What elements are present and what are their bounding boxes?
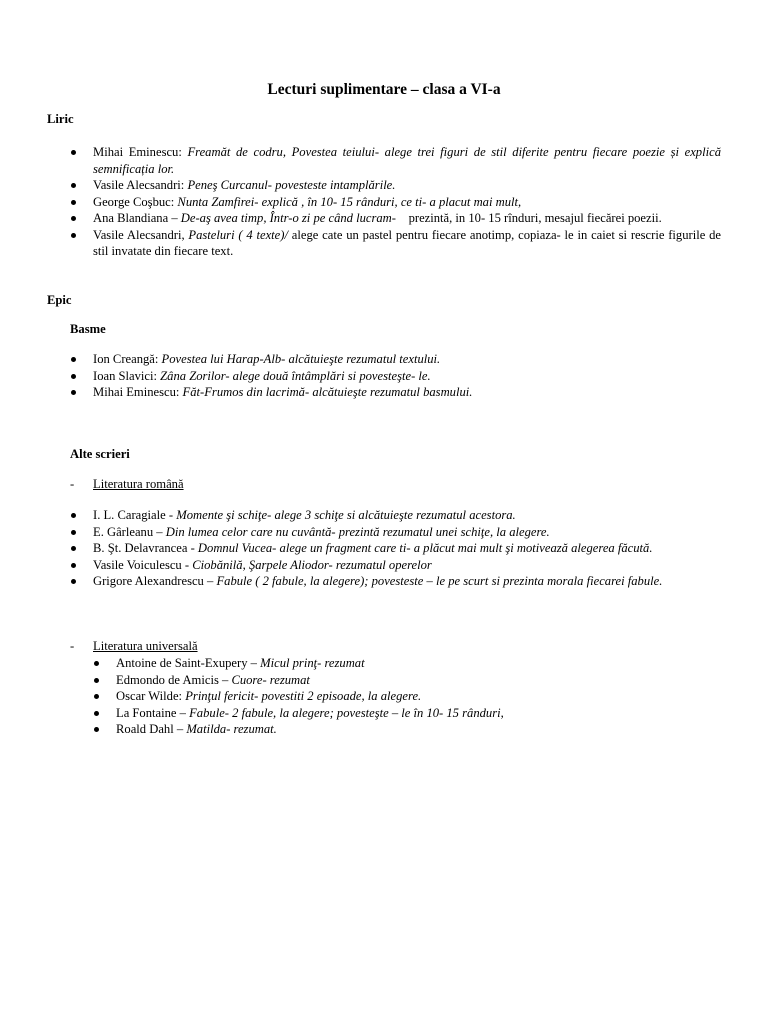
subheading-label: Literatura română xyxy=(93,477,184,491)
item-work: Prinţul fericit- povestiti 2 episoade, la alegere. xyxy=(185,689,422,703)
item-author: Mihai Eminescu: xyxy=(93,145,188,159)
list-item xyxy=(93,721,721,738)
list-item xyxy=(93,672,721,689)
list-basme xyxy=(70,351,721,401)
heading-epic: Epic xyxy=(47,293,72,307)
dash-marker: - xyxy=(70,639,75,653)
list-item xyxy=(70,144,721,177)
item-work: Zâna Zorilor- alege două întâmplări si povesteşte- le. xyxy=(160,368,431,383)
subheading-label: Literatura universală xyxy=(93,639,198,653)
document-title: Lecturi suplimentare – clasa a VI-a xyxy=(267,81,501,98)
list-item xyxy=(70,351,721,368)
item-author: Oscar Wilde: xyxy=(116,689,186,703)
item-author: Vasile Alecsandri, xyxy=(93,227,189,242)
list-item xyxy=(70,384,721,401)
list-literatura-romana xyxy=(70,507,721,590)
list-item xyxy=(70,557,721,574)
list-item xyxy=(70,177,721,194)
item-work: Cuore- rezumat xyxy=(231,672,310,687)
list-item xyxy=(93,705,721,722)
item-work: Domnul Vucea- alege un fragment care ti- a plăcut mai mult şi motivează alegerea făcută. xyxy=(197,541,653,555)
item-author: Ioan Slavici: xyxy=(93,368,161,383)
item-author: Grigore Alexandrescu – xyxy=(93,574,217,588)
list-item xyxy=(70,507,721,524)
item-author: E. Gârleanu – xyxy=(93,524,166,539)
item-task: prezintă, in 10- 15 rînduri, mesajul fiecărei poezii. xyxy=(395,211,662,225)
item-work: Peneş Curcanul- povesteste intamplările. xyxy=(187,178,396,192)
list-item xyxy=(70,368,721,385)
item-work: Micul prinţ- rezumat xyxy=(260,656,365,670)
item-work: Pasteluri ( 4 texte)/ xyxy=(188,227,288,242)
item-author: Vasile Alecsandri: xyxy=(93,178,188,192)
item-work: De-aş avea timp, Într-o zi pe când lucram- xyxy=(180,211,396,225)
subheading-literatura-romana xyxy=(70,476,184,493)
heading-alte-scrieri: Alte scrieri xyxy=(70,447,130,461)
subheading-literatura-universala xyxy=(70,638,198,655)
item-author: Ion Creangă: xyxy=(93,352,162,366)
list-item xyxy=(93,688,721,705)
list-item xyxy=(70,573,721,590)
item-task: alege cate un pastel pentru fiecare anotimp, copiaza- le in caiet si rescrie figurile de stil invatate din fiecare text. xyxy=(93,227,721,258)
list-item xyxy=(70,227,721,260)
item-work: Freamăt de codru, Povestea teiului- alege trei figuri de stil diferite pentru fiecare poezie și explică semnificația lor. xyxy=(93,145,721,176)
item-work: Ciobănilă, Şarpele Aliodor- rezumatul operelor xyxy=(192,557,432,572)
item-author: Vasile Voiculescu - xyxy=(93,557,193,572)
dash-marker: - xyxy=(70,477,75,491)
heading-basme: Basme xyxy=(70,322,106,336)
item-work: Nunta Zamfirei- explică , în 10- 15 rânduri, ce ti- a placut mai mult, xyxy=(177,194,522,209)
item-author: Antoine de Saint-Exupery – xyxy=(116,656,261,670)
item-author: Roald Dahl – xyxy=(116,722,187,736)
list-item xyxy=(93,655,721,672)
item-author: I. L. Caragiale - xyxy=(93,508,177,522)
item-author: Mihai Eminescu: xyxy=(93,385,183,399)
item-work: Fabule- 2 fabule, la alegere; povesteşte – le în 10- 15 rânduri, xyxy=(189,705,504,720)
heading-liric: Liric xyxy=(47,112,74,126)
item-author: La Fontaine – xyxy=(116,705,190,720)
item-work: Momente şi schiţe- alege 3 schiţe si alcătuieşte rezumatul acestora. xyxy=(176,508,516,522)
item-work: Povestea lui Harap-Alb- alcătuieşte rezumatul textului. xyxy=(161,352,441,366)
list-item xyxy=(70,194,721,211)
list-literatura-universala xyxy=(93,655,721,738)
list-item xyxy=(70,210,721,227)
item-author: George Coşbuc: xyxy=(93,194,178,209)
item-author: Ana Blandiana – xyxy=(93,211,181,225)
list-liric xyxy=(70,144,721,260)
item-author: Edmondo de Amicis – xyxy=(116,672,232,687)
item-work: Din lumea celor care nu cuvântă- prezintă rezumatul unei schiţe, la alegere. xyxy=(165,524,550,539)
item-work: Fabule ( 2 fabule, la alegere); povesteste – le pe scurt si prezinta morala fiecarei fabule. xyxy=(216,574,663,588)
list-item xyxy=(70,524,721,541)
item-work: Făt-Frumos din lacrimă- alcătuieşte rezumatul basmului. xyxy=(182,385,473,399)
item-author: B. Şt. Delavrancea - xyxy=(93,541,198,555)
list-item xyxy=(70,540,721,557)
item-work: Matilda- rezumat. xyxy=(186,722,277,736)
